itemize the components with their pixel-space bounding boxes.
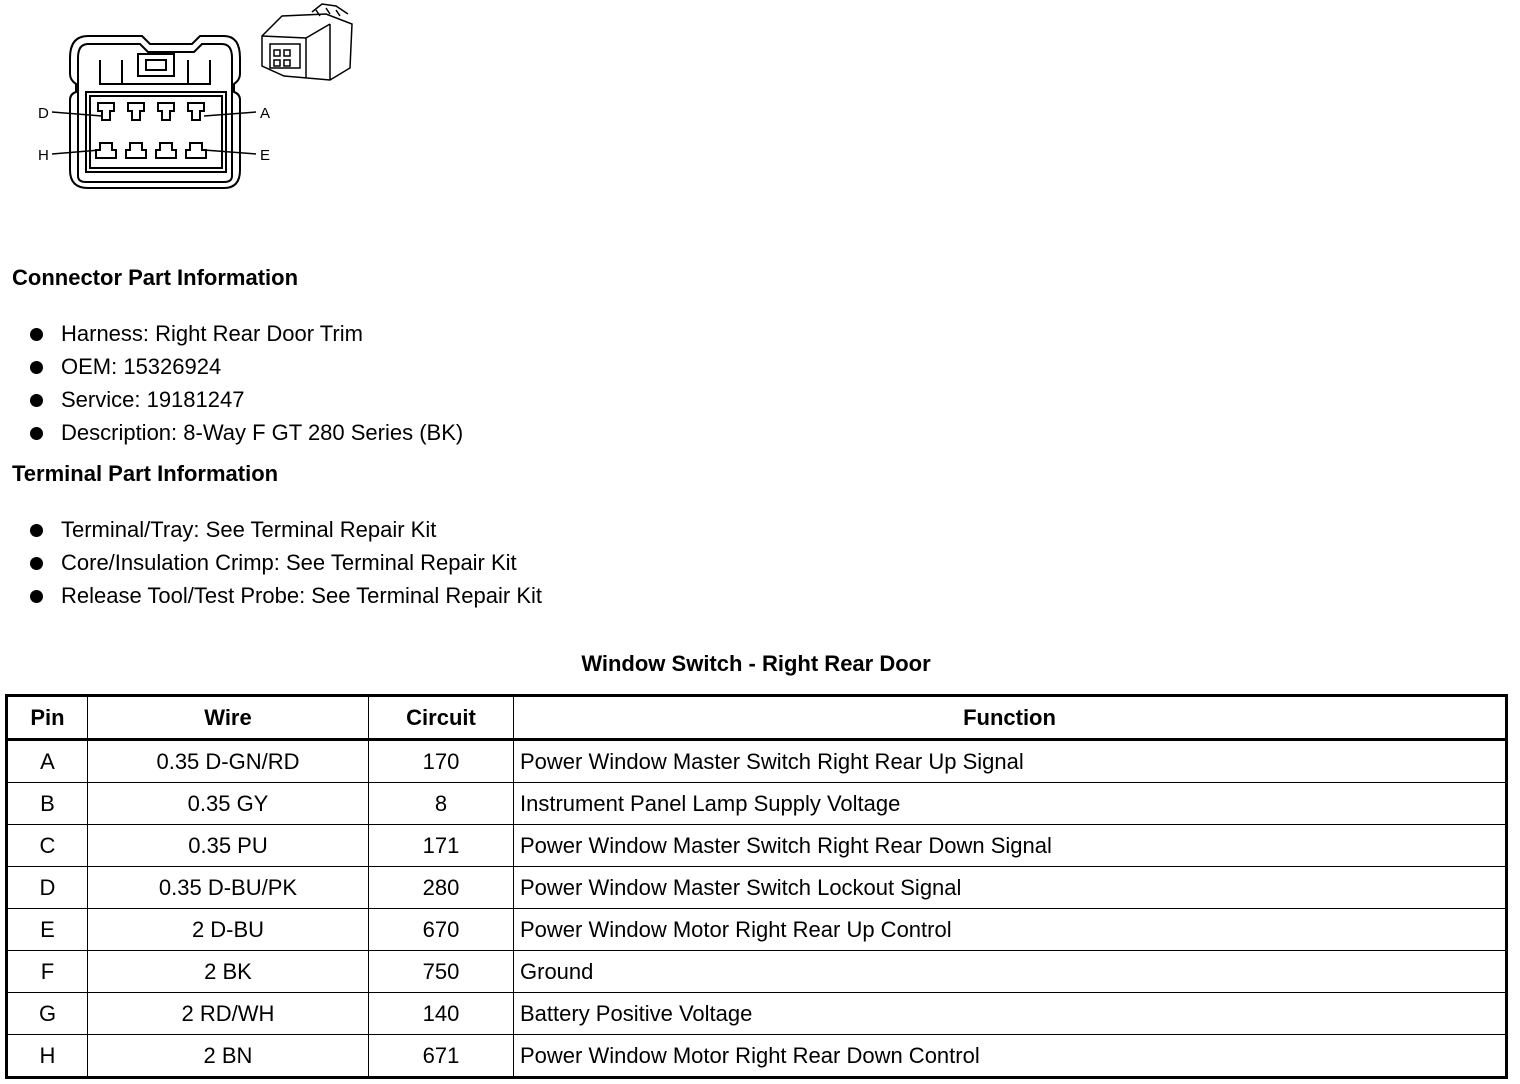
table-row bbox=[7, 825, 1507, 867]
cell-wire: 2 BN bbox=[88, 1035, 369, 1078]
cell-function: Battery Positive Voltage bbox=[514, 993, 1507, 1035]
cell-wire: 2 RD/WH bbox=[88, 993, 369, 1035]
table-row bbox=[7, 909, 1507, 951]
header-pin: Pin bbox=[7, 696, 88, 740]
list-item: OEM: 15326924 bbox=[30, 350, 463, 383]
cell-pin: D bbox=[7, 867, 88, 909]
bullet-icon bbox=[30, 524, 43, 537]
terminal-info-list bbox=[30, 513, 542, 612]
top-row-terminals bbox=[98, 103, 204, 120]
table-row bbox=[7, 1035, 1507, 1078]
pin-label-h: H bbox=[38, 147, 49, 164]
cell-circuit: 750 bbox=[369, 951, 514, 993]
cell-function: Power Window Master Switch Lockout Signal bbox=[514, 867, 1507, 909]
bullet-icon bbox=[30, 394, 43, 407]
header-circuit: Circuit bbox=[369, 696, 514, 740]
cell-circuit: 671 bbox=[369, 1035, 514, 1078]
cell-function: Power Window Motor Right Rear Up Control bbox=[514, 909, 1507, 951]
cell-function: Power Window Master Switch Right Rear Up Signal bbox=[514, 740, 1507, 783]
cell-circuit: 670 bbox=[369, 909, 514, 951]
table-header-row bbox=[7, 696, 1507, 740]
cell-function: Ground bbox=[514, 951, 1507, 993]
table-row bbox=[7, 993, 1507, 1035]
cell-wire: 0.35 D-GN/RD bbox=[88, 740, 369, 783]
header-wire: Wire bbox=[88, 696, 369, 740]
connector-info-list bbox=[30, 317, 463, 449]
bullet-icon bbox=[30, 328, 43, 341]
cell-circuit: 280 bbox=[369, 867, 514, 909]
pin-label-e: E bbox=[260, 147, 271, 164]
cell-circuit: 8 bbox=[369, 783, 514, 825]
connector-face-diagram bbox=[30, 0, 370, 200]
cell-pin: G bbox=[7, 993, 88, 1035]
pinout-table bbox=[5, 694, 1508, 1079]
cell-function: Power Window Master Switch Right Rear Down Signal bbox=[514, 825, 1507, 867]
pin-label-a: A bbox=[260, 105, 271, 122]
pin-label-d: D bbox=[38, 105, 49, 122]
terminal-info-title: Terminal Part Information bbox=[12, 461, 279, 486]
list-item: Service: 19181247 bbox=[30, 383, 463, 416]
bullet-icon bbox=[30, 557, 43, 570]
cell-wire: 0.35 PU bbox=[88, 825, 369, 867]
list-item: Release Tool/Test Probe: See Terminal Repair Kit bbox=[30, 579, 542, 612]
bullet-icon bbox=[30, 590, 43, 603]
cell-pin: C bbox=[7, 825, 88, 867]
cell-function: Instrument Panel Lamp Supply Voltage bbox=[514, 783, 1507, 825]
cell-wire: 2 BK bbox=[88, 951, 369, 993]
list-item: Description: 8-Way F GT 280 Series (BK) bbox=[30, 416, 463, 449]
header-function: Function bbox=[514, 696, 1507, 740]
bottom-row-terminals bbox=[96, 143, 206, 158]
cell-circuit: 140 bbox=[369, 993, 514, 1035]
bullet-icon bbox=[30, 361, 43, 374]
cell-pin: A bbox=[7, 740, 88, 783]
bullet-icon bbox=[30, 427, 43, 440]
list-item: Harness: Right Rear Door Trim bbox=[30, 317, 463, 350]
cell-circuit: 171 bbox=[369, 825, 514, 867]
cell-wire: 2 D-BU bbox=[88, 909, 369, 951]
cell-pin: B bbox=[7, 783, 88, 825]
table-row bbox=[7, 951, 1507, 993]
cell-circuit: 170 bbox=[369, 740, 514, 783]
cell-pin: F bbox=[7, 951, 88, 993]
cell-wire: 0.35 D-BU/PK bbox=[88, 867, 369, 909]
cell-function: Power Window Motor Right Rear Down Control bbox=[514, 1035, 1507, 1078]
cell-wire: 0.35 GY bbox=[88, 783, 369, 825]
table-row bbox=[7, 783, 1507, 825]
connector-outline bbox=[70, 36, 240, 188]
table-row bbox=[7, 740, 1507, 783]
connector-isometric-view bbox=[262, 4, 352, 80]
latch bbox=[138, 54, 174, 76]
table-row bbox=[7, 867, 1507, 909]
connector-info-title: Connector Part Information bbox=[12, 265, 299, 290]
list-item: Terminal/Tray: See Terminal Repair Kit bbox=[30, 513, 542, 546]
cell-pin: E bbox=[7, 909, 88, 951]
table-title: Window Switch - Right Rear Door bbox=[581, 651, 931, 676]
list-item: Core/Insulation Crimp: See Terminal Repair Kit bbox=[30, 546, 542, 579]
cell-pin: H bbox=[7, 1035, 88, 1078]
